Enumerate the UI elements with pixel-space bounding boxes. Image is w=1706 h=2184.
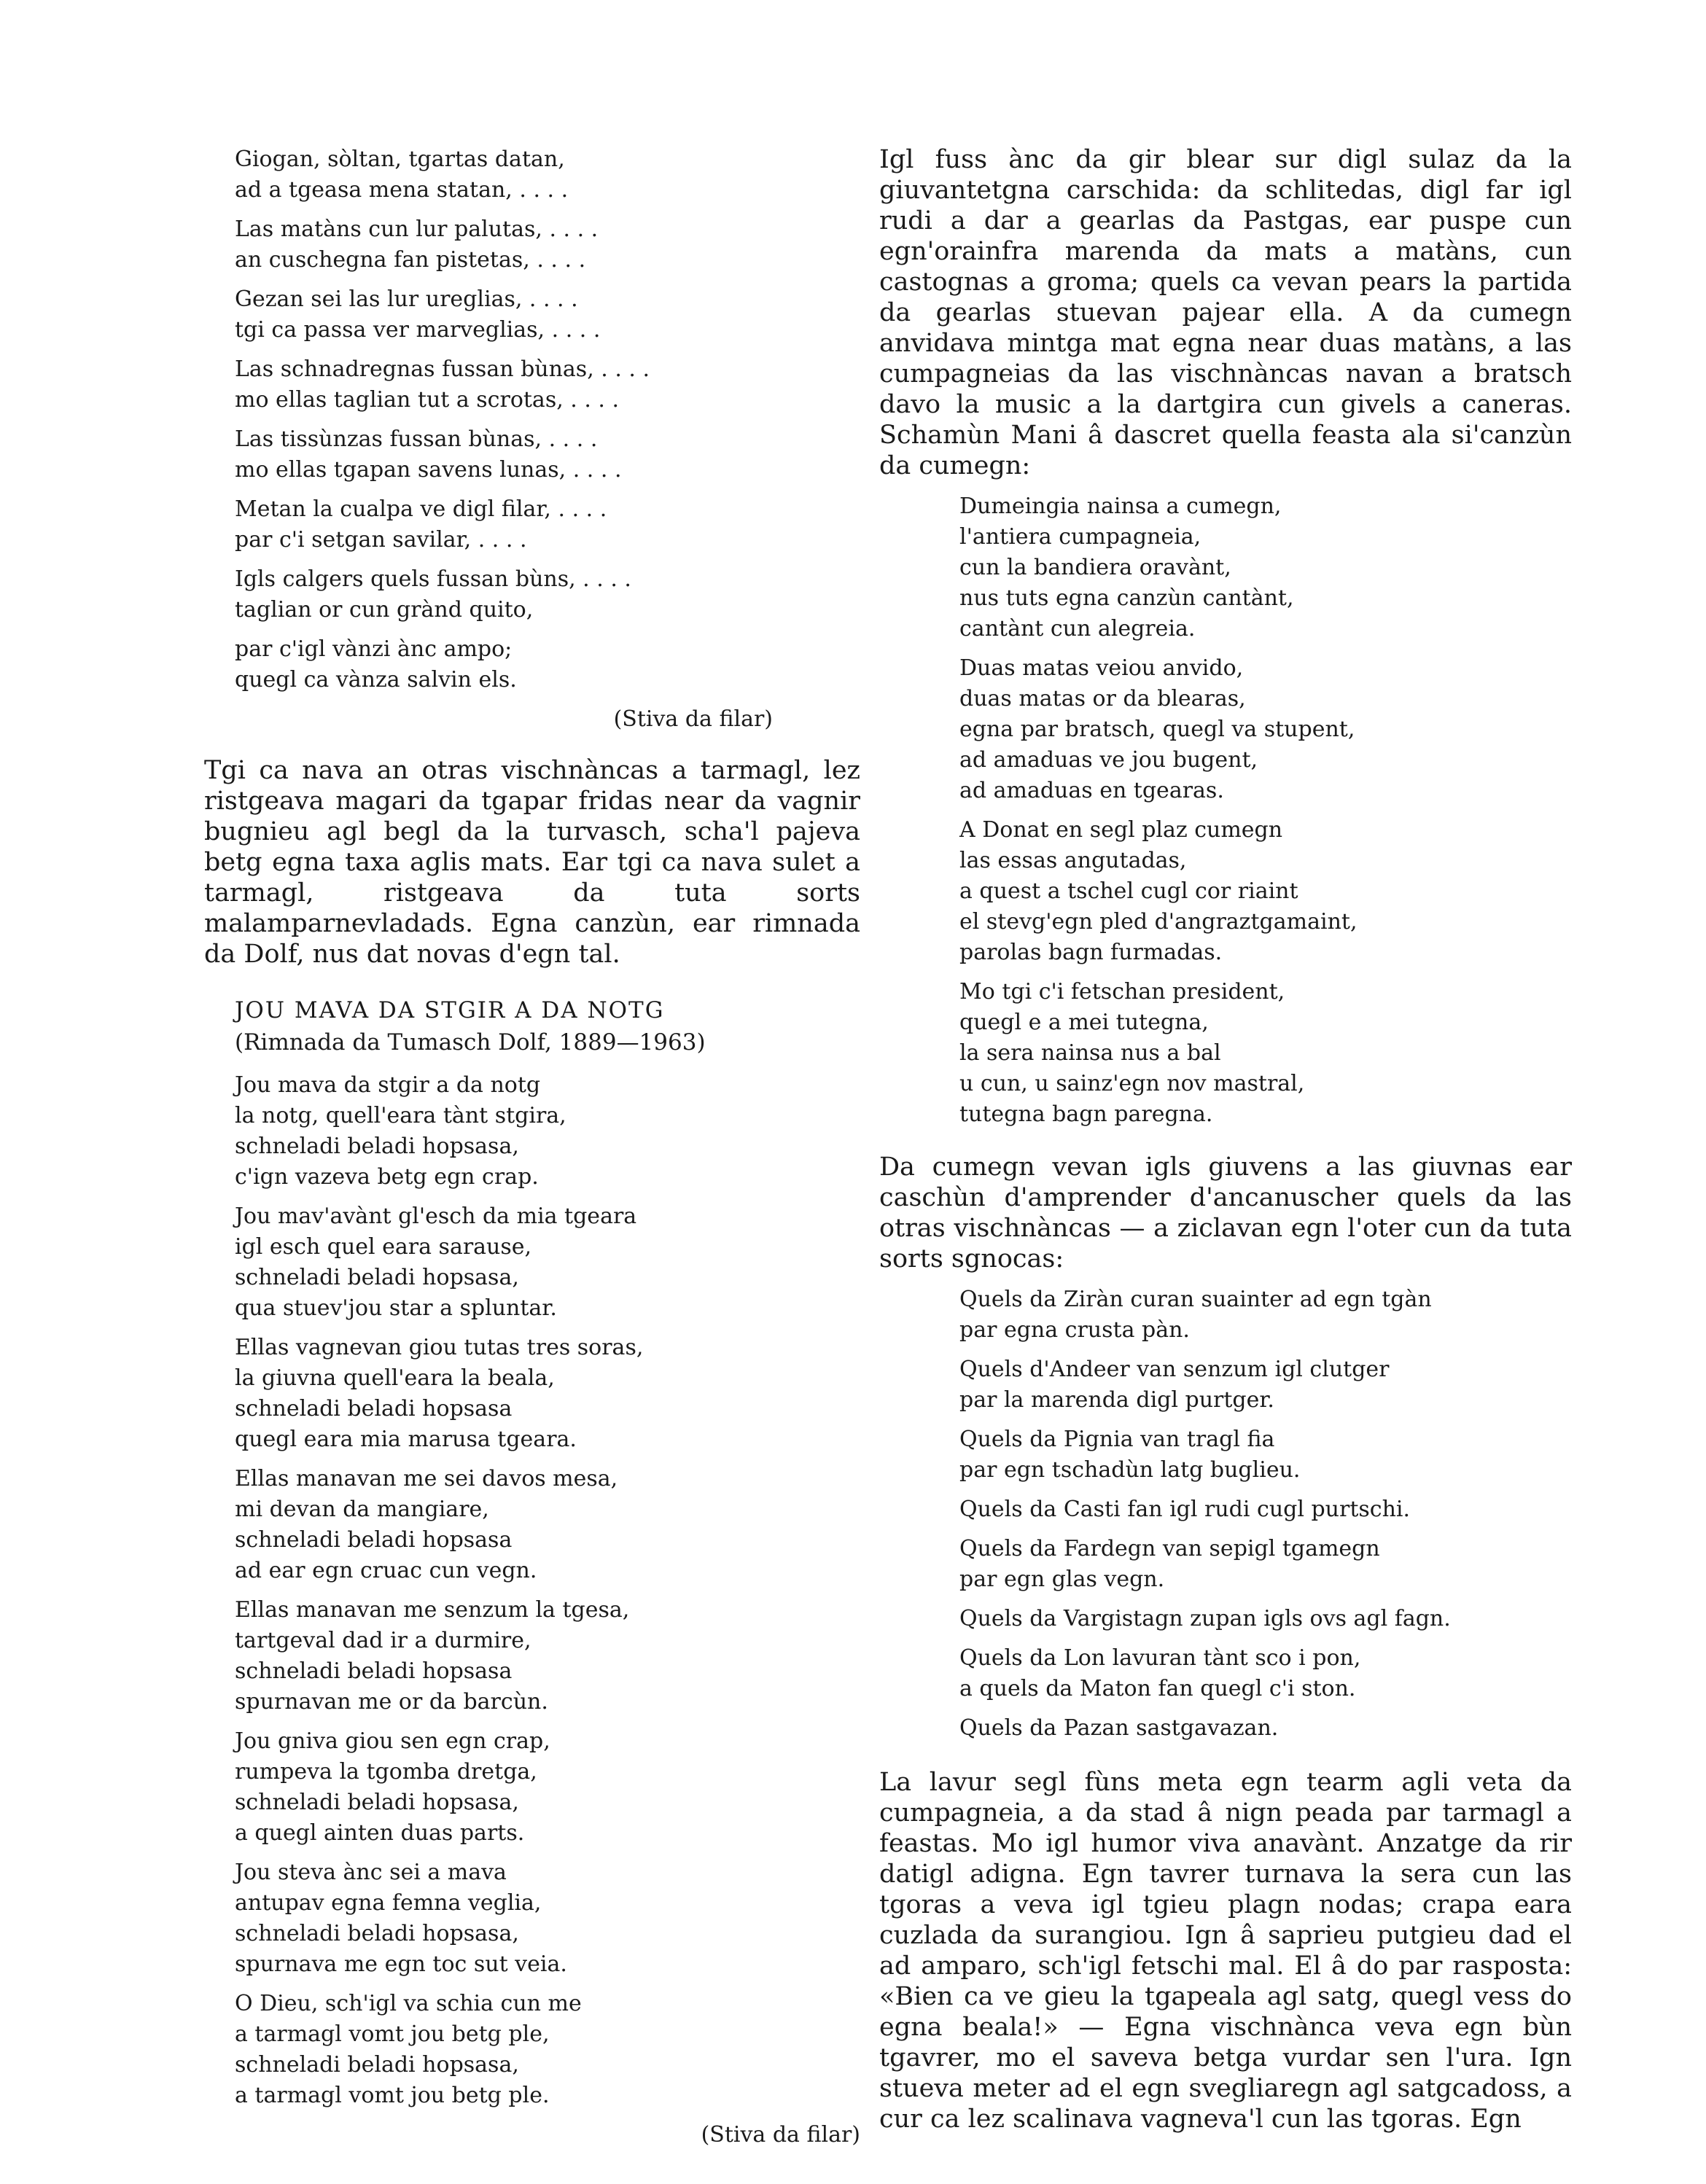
stanza <box>959 1534 1572 1595</box>
verse-line: par egn tschadùn latg buglieu. <box>959 1457 1301 1483</box>
verse-line: a tarmagl vomt jou betg ple. <box>235 2083 550 2108</box>
verse-line: schneladi beladi hopsasa <box>235 1527 513 1553</box>
right-column <box>879 144 1572 2159</box>
verse-line: Quels da Vargistagn zupan igls ovs agl fagn. <box>959 1606 1451 1631</box>
verse-line: schneladi beladi hopsasa, <box>235 2052 519 2078</box>
verse-line: an cuschegna fan pistetas, . . . . <box>235 247 586 273</box>
verse-line: Mo tgi c'i fetschan president, <box>959 979 1285 1005</box>
stanza <box>959 815 1572 968</box>
verse-line: Quels da Ziràn curan suainter ad egn tgàn <box>959 1287 1432 1312</box>
verse-line: ad amaduas en tgearas. <box>959 778 1224 803</box>
verse-line: Las tissùnzas fussan bùnas, . . . . <box>235 426 598 452</box>
verse-line: mo ellas tgapan savens lunas, . . . . <box>235 457 622 483</box>
verse-line: Quels da Casti fan igl rudi cugl purtschi. <box>959 1497 1411 1522</box>
verse-line: Metan la cualpa ve digl filar, . . . . <box>235 496 607 522</box>
verse-line: Quels da Pignia van tragl fia <box>959 1427 1275 1452</box>
verse-line: Ellas manavan me senzum la tgesa, <box>235 1597 630 1623</box>
verse-line: igl esch quel eara sarause, <box>235 1234 532 1260</box>
stanza <box>235 424 860 485</box>
verse-line: el stevg'egn pled d'angraztgamaint, <box>959 909 1358 935</box>
paragraph-cumegn: Da cumegn vevan igls giuvens a las giuvnas ear caschùn d'amprender d'ancanuscher quels da las otras vischnàncas — a ziclavan egn l'oter cun da tuta sorts sgnocas: <box>879 1153 1572 1274</box>
verse-line: las essas angutadas, <box>959 848 1187 873</box>
verse-line: egna par bratsch, quegl va stupent, <box>959 717 1355 742</box>
verse-line: Giogan, sòltan, tgartas datan, <box>235 147 565 172</box>
verse-line: Jou gniva giou sen egn crap, <box>235 1728 550 1754</box>
verse-line: A Donat en segl plaz cumegn <box>959 817 1283 843</box>
verse-line: spurnavan me or da barcùn. <box>235 1689 548 1715</box>
stanza <box>235 564 860 625</box>
verse-line: a tarmagl vomt jou betg ple, <box>235 2021 550 2047</box>
stanza <box>235 1989 860 2111</box>
verse-line: quegl eara mia marusa tgeara. <box>235 1427 577 1452</box>
verse-line: c'ign vazeva betg egn crap. <box>235 1164 539 1190</box>
verse-line: schneladi beladi hopsasa, <box>235 1265 519 1290</box>
verse-line: antupav egna femna veglia, <box>235 1890 542 1916</box>
verse-line: qua stuev'jou star a spluntar. <box>235 1295 557 1321</box>
verse-line: a quegl ainten duas parts. <box>235 1820 525 1846</box>
verse-line: Quels da Lon lavuran tànt sco i pon, <box>959 1645 1361 1671</box>
stanza <box>959 1713 1572 1744</box>
poem-source: (Stiva da filar) <box>613 706 773 732</box>
verse-line: Las schnadregnas fussan bùnas, . . . . <box>235 356 650 382</box>
verse-line: ad a tgeasa mena statan, . . . . <box>235 177 569 203</box>
verse-line: l'antiera cumpagneia, <box>959 524 1201 550</box>
verse-line: par c'igl vànzi ànc ampo; <box>235 636 513 662</box>
verse-line: Igls calgers quels fussan bùns, . . . . <box>235 566 631 592</box>
verse-line: Duas matas veiou anvido, <box>959 655 1244 681</box>
sayings-list <box>959 1284 1572 1744</box>
stanza <box>235 1201 860 1324</box>
stanza <box>959 977 1572 1130</box>
verse-line: Jou mava da stgir a da notg <box>235 1072 541 1098</box>
verse-line: schneladi beladi hopsasa <box>235 1658 513 1684</box>
verse-line: duas matas or da blearas, <box>959 686 1246 711</box>
verse-line: cun la bandiera oravànt, <box>959 555 1231 580</box>
verse-line: la notg, quell'eara tànt stgira, <box>235 1103 566 1128</box>
verse-line: schneladi beladi hopsasa, <box>235 1921 519 1946</box>
verse-line: mi devan da mangiare, <box>235 1497 489 1522</box>
left-column <box>204 144 860 2171</box>
verse-line: Jou mav'avànt gl'esch da mia tgeara <box>235 1204 637 1229</box>
verse-line: taglian or cun grànd quito, <box>235 597 534 623</box>
verse-line: Dumeingia nainsa a cumegn, <box>959 494 1282 519</box>
stanza <box>959 1284 1572 1346</box>
verse-line: ad amaduas ve jou bugent, <box>959 747 1258 773</box>
verse-line: Quels da Pazan sastgavazan. <box>959 1715 1279 1741</box>
verse-line: schneladi beladi hopsasa <box>235 1396 513 1421</box>
stanza <box>235 284 860 346</box>
paragraph-tarmagl: Tgi ca nava an otras vischnàncas a tarmagl, lez ristgeava magari da tgapar fridas near da vagnir bugnieu agl begl da la turvasch, scha'l pajeva betg egna taxa aglis mats. Ear tgi ca nava sulet a tarmagl, ristgeava da tuta sorts malamparnevladads. Egna canzùn, ear rimnada da Dolf, nus dat novas d'egn tal. <box>204 756 860 969</box>
verse-line: nus tuts egna canzùn cantànt, <box>959 585 1294 611</box>
stanza <box>235 1464 860 1586</box>
verse-line: par egna crusta pàn. <box>959 1317 1190 1343</box>
verse-line: spurnava me egn toc sut veia. <box>235 1951 567 1977</box>
stanza <box>235 1857 860 1980</box>
verse-line: u cun, u sainz'egn nov mastral, <box>959 1071 1305 1096</box>
verse-line: quegl e a mei tutegna, <box>959 1010 1209 1035</box>
verse-line: schneladi beladi hopsasa, <box>235 1790 519 1815</box>
stanza <box>959 1354 1572 1416</box>
stanza <box>235 214 860 276</box>
stanza <box>235 1070 860 1193</box>
paragraph-lavur: La lavur segl fùns meta egn tearm agli veta da cumpagneia, a da stad â nign peada par tarmagl a feastas. Mo igl humor viva anavànt. Anzatge da rir datigl adigna. Egn tavrer turnava la sera cun las tgoras a veva igl tgieu plagn nodas; crapa eara cuzlada da surangiou. Ign â saprieu putgieu dad el ad amparo, sch'igl fetschi mal. El â do par rasposta: «Bien ca ve gieu la tgapeala agl satg, quegl vess do egna beala!» — Egna vischnànca veva egn bùn tgavrer, mo el saveva betga vurdar sen l'ura. Ign stueva meter ad el egn svegliaregn agl satgcadoss, a cur ca lez scalinava vagneva'l cun las tgoras. Egn <box>879 1768 1572 2134</box>
stanza <box>235 354 860 416</box>
poem-stiva-da-filar <box>235 144 860 695</box>
stanza <box>235 1333 860 1455</box>
verse-line: Quels da Fardegn van sepigl tgamegn <box>959 1536 1380 1561</box>
verse-line: la giuvna quell'eara la beala, <box>235 1365 555 1391</box>
verse-line: tartgeval dad ir a durmire, <box>235 1628 531 1653</box>
verse-line: cantànt cun alegreia. <box>959 616 1196 641</box>
poem-jou-mava <box>235 1070 860 2111</box>
verse-line: Ellas vagnevan giou tutas tres soras, <box>235 1335 644 1360</box>
poem-title: JOU MAVA DA STGIR A DA NOTG <box>235 997 665 1023</box>
verse-line: quegl ca vànza salvin els. <box>235 667 517 693</box>
verse-line: Jou steva ànc sei a mava <box>235 1860 507 1885</box>
verse-line: par egn glas vegn. <box>959 1567 1165 1592</box>
stanza <box>235 1595 860 1717</box>
stanza <box>235 634 860 695</box>
stanza <box>235 494 860 555</box>
verse-line: Quels d'Andeer van senzum igl clutger <box>959 1357 1390 1382</box>
stanza <box>235 1726 860 1849</box>
poem-source-2: (Stiva da filar) <box>701 2122 860 2148</box>
verse-line: mo ellas taglian tut a scrotas, . . . . <box>235 387 620 413</box>
verse-line: O Dieu, sch'igl va schia cun me <box>235 1991 582 2016</box>
verse-line: la sera nainsa nus a bal <box>959 1040 1221 1066</box>
stanza <box>959 1494 1572 1525</box>
verse-line: par c'i setgan savilar, . . . . <box>235 527 527 553</box>
verse-line: a quest a tschel cugl cor riaint <box>959 878 1298 904</box>
verse-line: Las matàns cun lur palutas, . . . . <box>235 217 599 242</box>
verse-line: par la marenda digl purtger. <box>959 1387 1274 1413</box>
verse-line: rumpeva la tgomba dretga, <box>235 1759 537 1785</box>
verse-line: ad ear egn cruac cun vegn. <box>235 1558 537 1583</box>
stanza <box>959 1424 1572 1486</box>
verse-line: parolas bagn furmadas. <box>959 940 1223 965</box>
stanza <box>959 491 1572 644</box>
stanza <box>959 1643 1572 1704</box>
poem-canzun-da-cumegn <box>959 491 1572 1130</box>
poem-subtitle: (Rimnada da Tumasch Dolf, 1889—1963) <box>235 1029 706 1056</box>
verse-line: tgi ca passa ver marveglias, . . . . <box>235 317 601 343</box>
stanza <box>959 1604 1572 1634</box>
verse-line: schneladi beladi hopsasa, <box>235 1134 519 1159</box>
verse-line: tutegna bagn paregna. <box>959 1101 1213 1127</box>
verse-line: Ellas manavan me sei davos mesa, <box>235 1466 618 1491</box>
verse-line: a quels da Maton fan quegl c'i ston. <box>959 1676 1356 1701</box>
verse-line: Gezan sei las lur ureglias, . . . . <box>235 286 578 312</box>
stanza <box>235 144 860 206</box>
paragraph-giuvantetgna: Igl fuss ànc da gir blear sur digl sulaz da la giuvantetgna carschida: da schlitedas, digl far igl rudi a dar a gearlas da Pastgas, ear puspe cun egn'orainfra marenda da mats a matàns, cun castognas a groma; quels ca vevan pears la partida da gearlas stuevan pajear ella. A da cumegn anvidava mintga mat egna near duas matàns, a las cumpagneias da las vischnàncas navan a bratsch davo la music a la dartgira cun givels a caneras. Schamùn Mani â dascret quella feasta ala si'canzùn da cumegn: <box>879 145 1572 480</box>
stanza <box>959 653 1572 806</box>
